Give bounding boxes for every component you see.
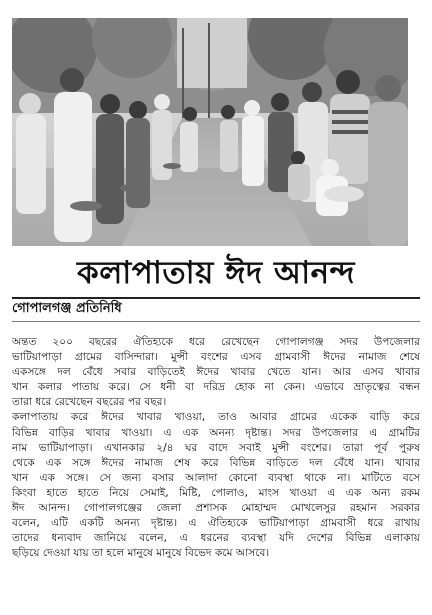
body-line: কলাপাতায় করে ঈদের খাবার খাওয়া, তাও আবার গ্রামের একেক বাড়ি করে (12, 411, 420, 424)
body-line: নাম ভাটিয়াপাড়া। এখানকার ২/৪ ঘর বাদে সবাই মুন্সী বংশের। তারা পূর্ব পুরুষ (12, 441, 420, 454)
body-line: বলেন, এটি একটি অনন্য দৃষ্টান্ত। এ ঐতিহ্যকে ভাটিয়াপাড়া গ্রামবাসী ধরে রাখায় (12, 517, 420, 530)
headline-divider (12, 297, 420, 299)
body-line: বিভিন্ন বাড়ির খাবার খাওয়া। এ এক অনন্য দৃষ্টান্ত। সদর উপজেলার এ গ্রামটির (12, 426, 420, 439)
body-line: একসঙ্গে দল বেঁধে সবার বাড়িতেই ঈদের খাবার খেতে যান। আর এসব খাবার (12, 366, 420, 379)
article-body (12, 335, 420, 561)
body-line: তারা ধরে রেখেছেন বছরের পর বছর। (12, 396, 167, 409)
headline: কলাপাতায় ঈদ আনন্দ (77, 255, 355, 291)
body-line: খান এক সঙ্গে। সে জন্য বসার আলাদা কোনো ব্যবস্থা থাকে না। মাটিতে বসে (12, 471, 420, 484)
byline: গোপালগঞ্জ প্রতিনিধি (12, 301, 122, 316)
body-line: ছড়িয়ে দেওয়া যায় তা হলে মানুষে মানুষে বিভেদ কমে আসবে। (12, 547, 270, 560)
body-line: তাদের ধন্যবাদ জানিয়ে বলেন, এ ধরনের ব্যবস্থা যদি দেশের বিভিন্ন এলাকায় (12, 532, 420, 545)
body-line: অন্তত ২০০ বছরের ঐতিহ্যকে ধরে রেখেছেন গোপালগঞ্জ সদর উপজেলার (12, 336, 420, 348)
byline-divider (12, 321, 420, 322)
body-line: থেকে এক সঙ্গে ঈদের নামাজ শেষ করে বিভিন্ন বাড়িতে দল বেঁধে যান। খাবার (12, 456, 420, 469)
body-line: ভাটিয়াপাড়া গ্রামের বাসিন্দারা। মুন্সী বংশের এসব গ্রামবাসী ঈদের নামাজ শেষে (12, 351, 420, 364)
news-photo (12, 18, 408, 246)
body-line: কিংবা হাতে হাতে নিয়ে সেমাই, মিষ্টি, পোলাও, মাংস খাওয়া এ এক অন্য রকম (12, 486, 420, 499)
photo-people-eating-on-banana-leaves (12, 18, 408, 246)
body-line: ঈদ আনন্দ। গোপালগঞ্জের জেলা প্রশাসক মোহাম্মদ মোখলেসুর রহমান সরকার (12, 502, 420, 515)
body-line: খান কলার পাতায় করে। সে ধনী বা দরিদ্র হোক না কেন। এভাবে ভ্রাতৃত্বের বন্ধন (12, 381, 420, 394)
